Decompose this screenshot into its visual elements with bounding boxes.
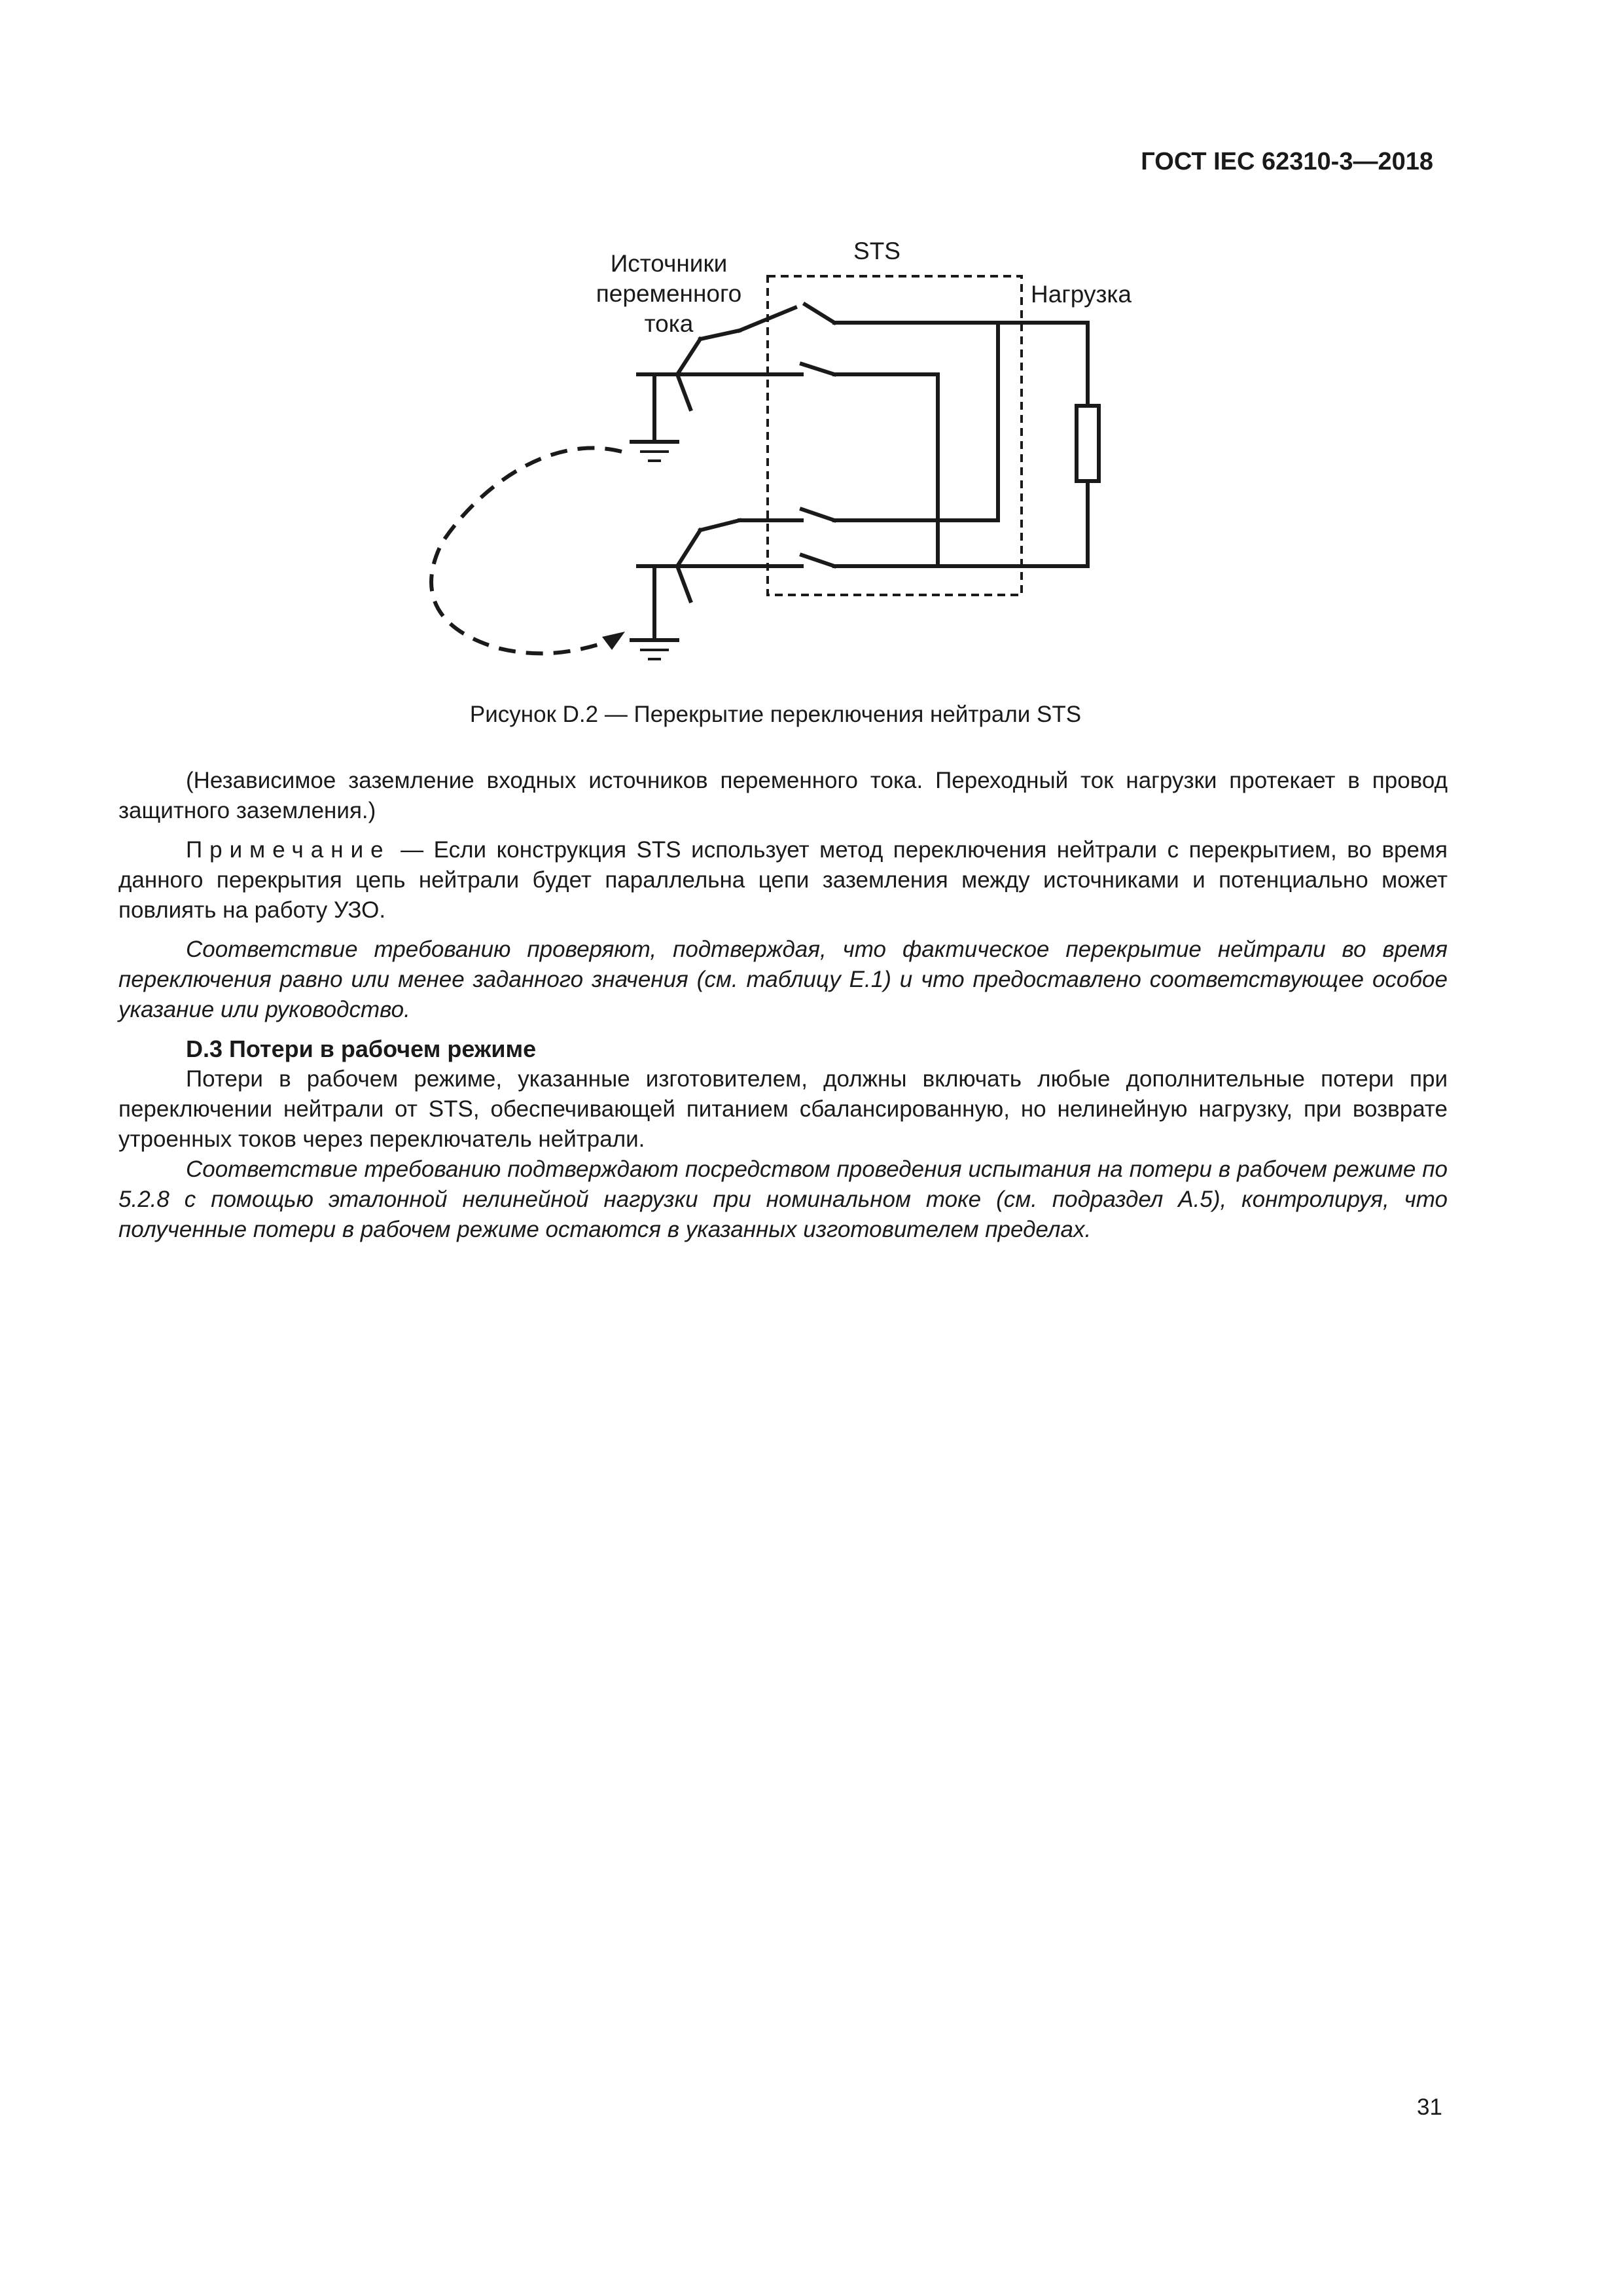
sts-label: STS bbox=[853, 238, 901, 264]
main-text bbox=[118, 766, 1448, 1245]
load-label: Нагрузка bbox=[1031, 281, 1132, 308]
switch-1-phase-open bbox=[805, 304, 834, 323]
switch-1-neutral bbox=[802, 364, 834, 374]
compliance-paragraph-1: Соответствие требованию проверяют, подтверждая, что фактическое перекрытие нейтрали во время переключения равно или менее заданного значения (см. таблицу E.1) и что предоставлено соответствующее особое указание или руководство. bbox=[118, 937, 1448, 1022]
ground-current-arrow-icon bbox=[602, 632, 625, 650]
document-header: ГОСТ IEC 62310-3—2018 bbox=[1141, 148, 1433, 175]
switch-2-neutral bbox=[802, 555, 834, 566]
sources-label-line3: тока bbox=[644, 310, 694, 337]
compliance-paragraph-2: Соответствие требованию подтверждают посредством проведения испытания на потери в рабочем режиме по 5.2.8 с помощью эталонной нелинейной нагрузки при номинальном токе (см. подраздел A.5), контролируя, что полученные потери в рабочем режиме остаются в указанных изготовителем пределах. bbox=[118, 1157, 1448, 1242]
sources-label-line2: переменного bbox=[596, 280, 742, 307]
ground-1-symbol bbox=[632, 374, 677, 461]
note-label: Примечание bbox=[186, 837, 391, 863]
sources-label-line1: Источники bbox=[610, 250, 728, 277]
figure-caption: Рисунок D.2 — Перекрытие переключения нейтрали STS bbox=[469, 702, 1082, 727]
ground-2-symbol bbox=[632, 566, 677, 659]
paragraph-1: (Независимое заземление входных источников переменного тока. Переходный ток нагрузки протекает в провод защитного заземления.) bbox=[118, 768, 1448, 823]
note-paragraph bbox=[118, 835, 1448, 925]
circuit-diagram bbox=[0, 0, 1623, 694]
source-1-phase-wire bbox=[740, 308, 795, 331]
switch-2-phase bbox=[802, 509, 834, 520]
note-text: — Если конструкция STS использует метод переключения нейтрали с перекрытием, во время данного перекрытия цепь нейтрали будет параллельна цепи заземления между источниками и потенциально может повлиять на работу УЗО. bbox=[118, 837, 1448, 923]
section-heading: D.3 Потери в рабочем режиме bbox=[186, 1035, 537, 1062]
page-number: 31 bbox=[1417, 2094, 1442, 2120]
load-resistor-symbol bbox=[1077, 406, 1099, 481]
paragraph-2: Потери в рабочем режиме, указанные изготовителем, должны включать любые дополнительные потери при переключении нейтрали от STS, обеспечивающей питанием сбалансированную, но нелинейную нагрузку, при возврате утроенных токов через переключатель нейтрали. bbox=[118, 1066, 1448, 1152]
ground-current-path bbox=[431, 448, 622, 654]
